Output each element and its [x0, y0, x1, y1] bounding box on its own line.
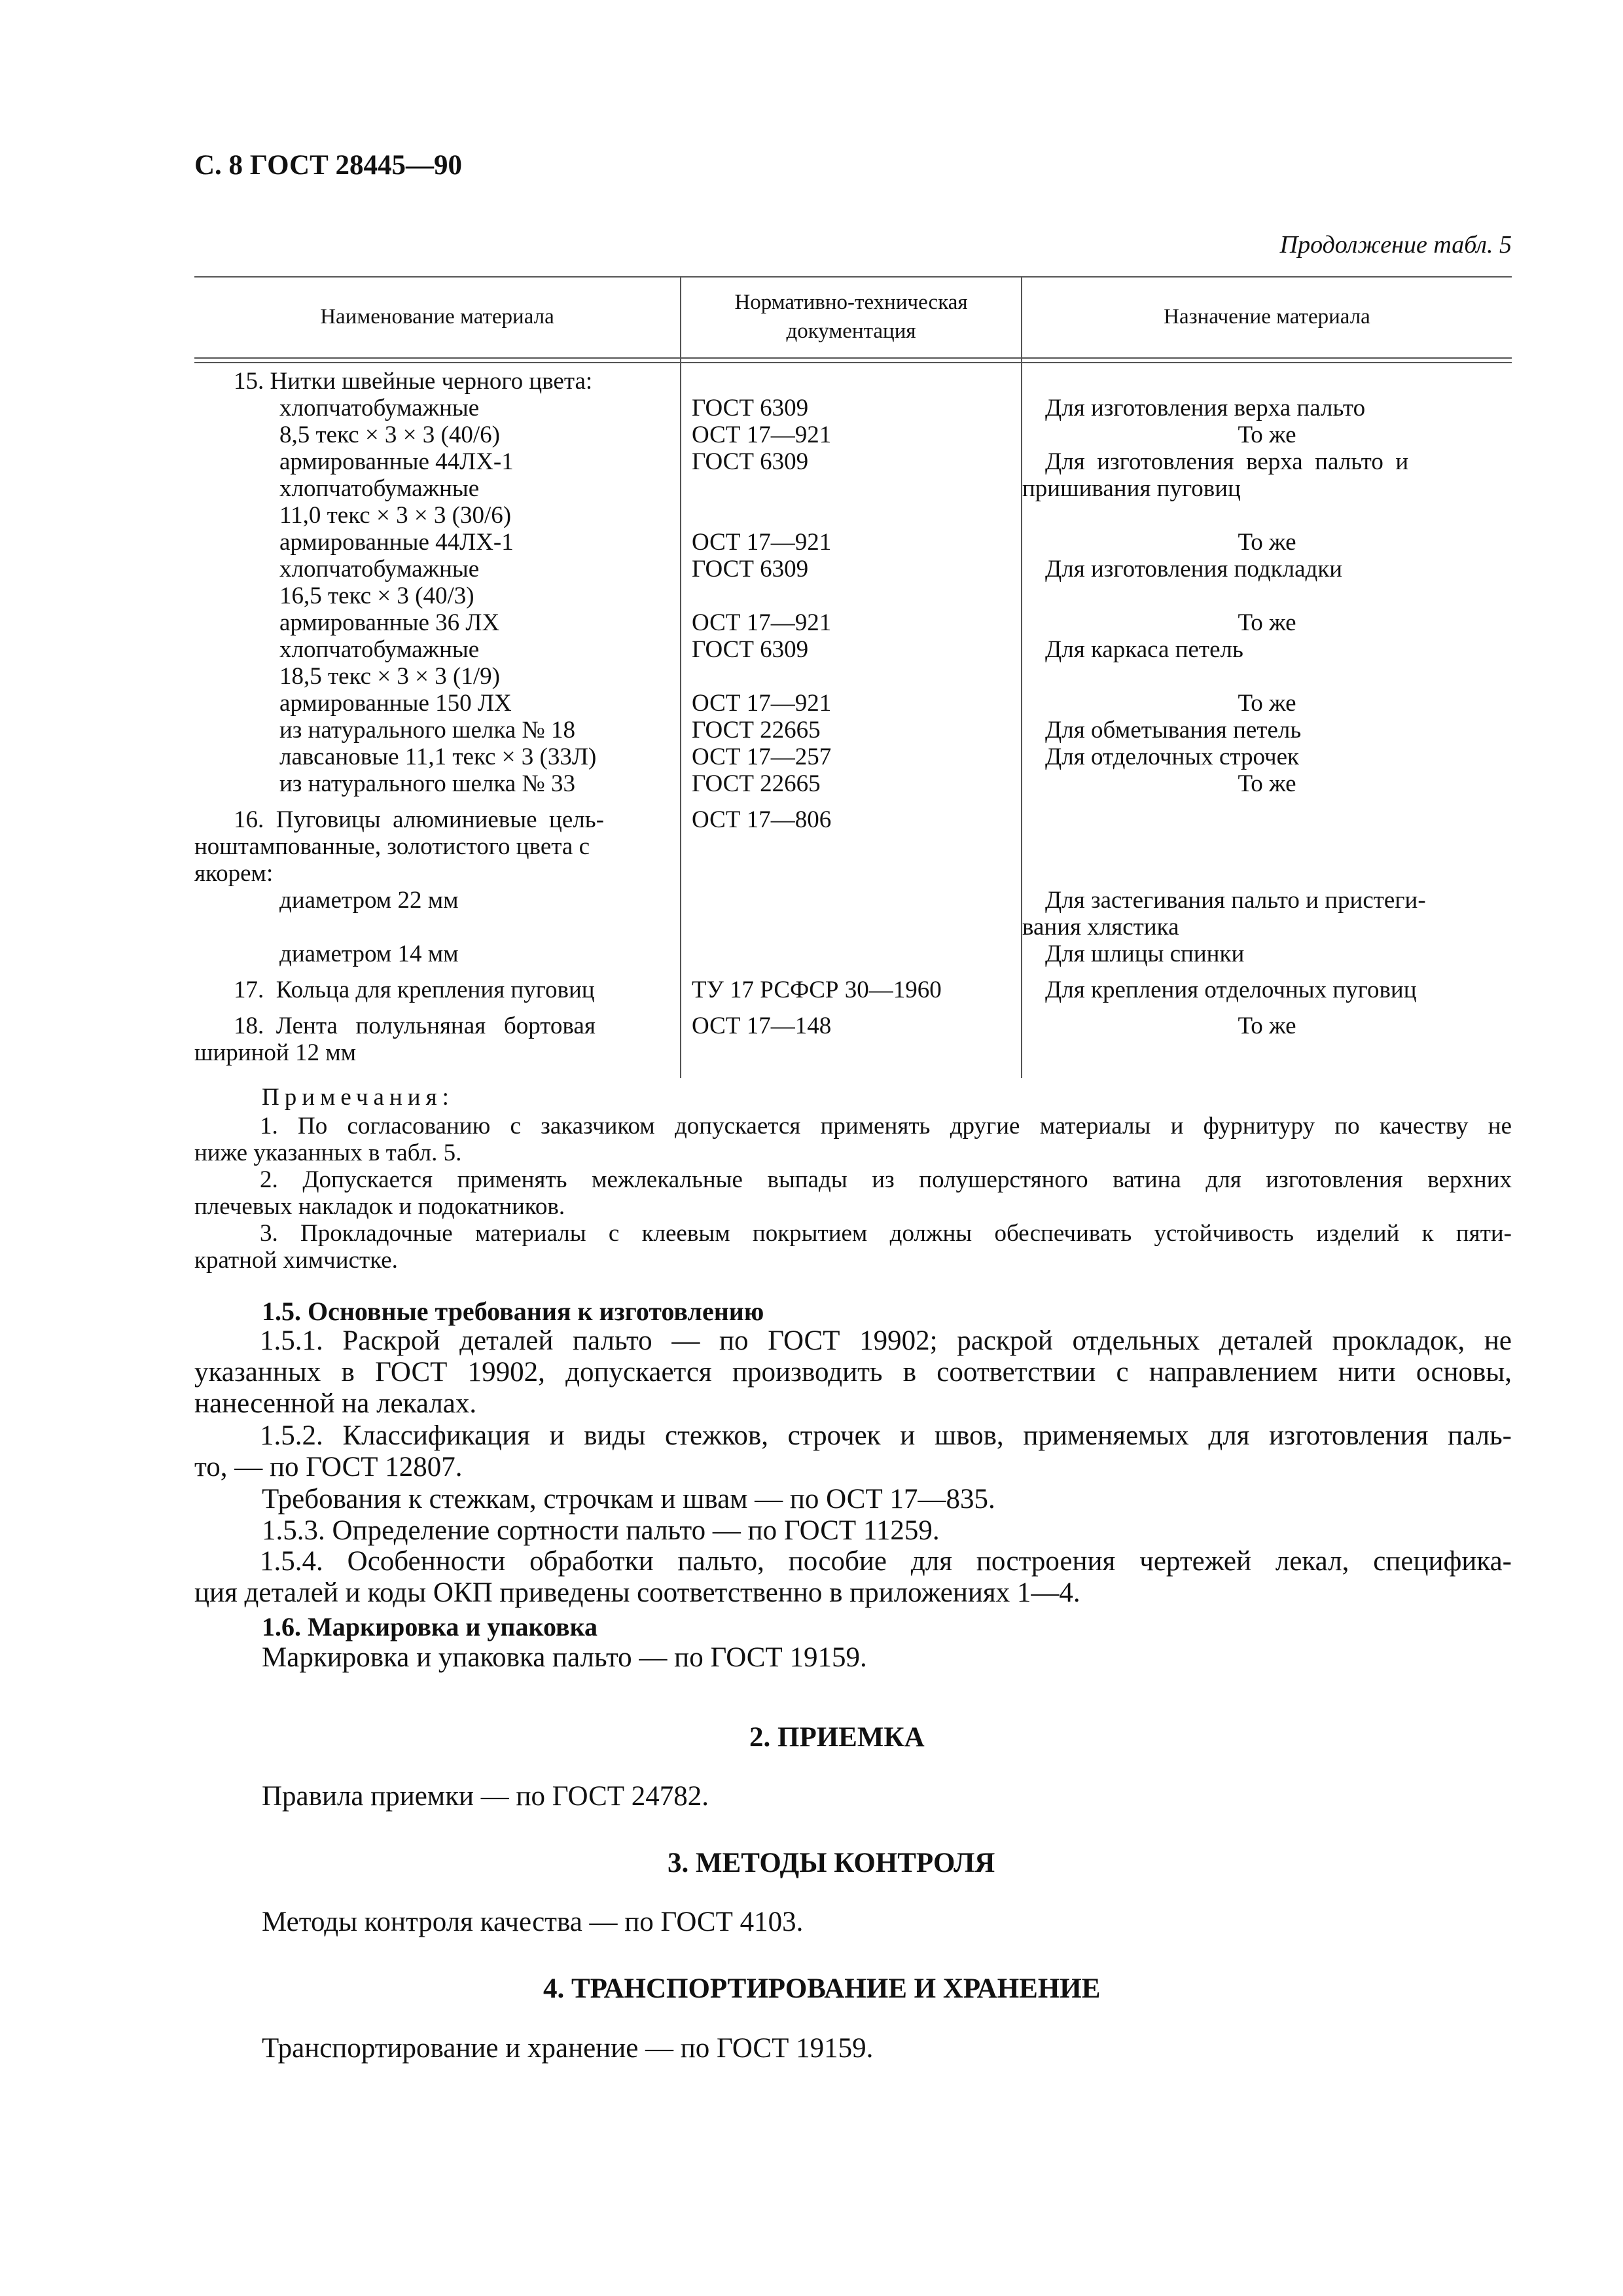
purpose-cell: Для обметывания петель [1045, 717, 1302, 744]
note-1 [194, 1113, 1512, 1166]
section-heading: 1.5. Основные требования к изготовлению [262, 1297, 764, 1326]
purpose-cell: То же [1238, 690, 1296, 717]
doc-cell: ОСТ 17—257 [692, 744, 832, 770]
material-item: армированные 44ЛХ-1 [279, 448, 514, 475]
text-line: то, — по ГОСТ 12807. [194, 1452, 463, 1482]
materials-table [194, 276, 1512, 1078]
material-item: 11,0 текс × 3 × 3 (30/6) [279, 502, 512, 529]
row-15-title: 15. Нитки швейные черного цвета: [234, 368, 593, 395]
doc-cell: ОСТ 17—921 [692, 422, 832, 448]
doc-cell: ОСТ 17—148 [692, 1013, 832, 1039]
material-item: лавсановые 11,1 текс × 3 (33Л) [279, 744, 597, 770]
text-line: 1.5.1. Раскрой деталей пальто — по ГОСТ 19902; раскрой отдельных деталей прокладок, не [260, 1325, 1512, 1356]
material-item: армированные 36 ЛХ [279, 609, 500, 636]
material-item: хлопчатобумажные [279, 636, 480, 663]
note-line: 3. Прокладочные материалы с клеевым покрытием должны обеспечивать устойчивость изделий к пяти- [260, 1220, 1512, 1247]
doc-cell: ГОСТ 6309 [692, 556, 809, 583]
purpose-cell: Для крепления отделочных пуговиц [1045, 977, 1417, 1003]
material-item: из натурального шелка № 33 [279, 770, 576, 797]
row-18-title-cont: шириной 12 мм [194, 1039, 357, 1066]
paragraph-1-5-1 [194, 1325, 1512, 1420]
purpose-cell: То же [1238, 609, 1296, 636]
column-divider [680, 276, 681, 1078]
row-17-title: 17. Кольца для крепления пуговиц [234, 977, 595, 1003]
doc-cell: ГОСТ 6309 [692, 448, 809, 475]
purpose-cell: То же [1238, 1013, 1296, 1039]
purpose-cell: Для шлицы спинки [1045, 941, 1245, 967]
doc-cell: ТУ 17 РСФСР 30—1960 [692, 977, 942, 1003]
purpose-cell: Для отделочных строчек [1045, 744, 1300, 770]
text-line: нанесенной на лекалах. [194, 1388, 477, 1419]
material-item: диаметром 14 мм [279, 941, 459, 967]
notes-title: Примечания: [262, 1084, 454, 1111]
table-continuation-label: Продолжение табл. 5 [1279, 231, 1512, 259]
row-16-title-cont: якорем: [194, 860, 274, 887]
paragraph-1-5-3: 1.5.3. Определение сортности пальто — по ГОСТ 11259. [262, 1515, 940, 1546]
purpose-cell: Для изготовления подкладки [1045, 556, 1343, 583]
section-heading: 1.6. Маркировка и упаковка [262, 1612, 598, 1641]
doc-cell: ГОСТ 6309 [692, 636, 809, 663]
chapter-title: 4. ТРАНСПОРТИРОВАНИЕ И ХРАНЕНИЕ [543, 1973, 1101, 2004]
paragraph-requirements: Требования к стежкам, строчкам и швам — по ОСТ 17—835. [262, 1484, 995, 1515]
material-item: хлопчатобумажные [279, 475, 480, 502]
material-item: армированные 44ЛХ-1 [279, 529, 514, 556]
column-header-purpose: Назначение материала [1164, 305, 1370, 329]
note-line: 2. Допускается применять межлекальные выпады из полушерстяного ватина для изготовления верхних [260, 1166, 1512, 1193]
header-rule [194, 362, 1512, 363]
purpose-cell: Для каркаса петель [1045, 636, 1243, 663]
material-item: армированные 150 ЛХ [279, 690, 512, 717]
note-3 [194, 1220, 1512, 1274]
material-item: 8,5 текс × 3 × 3 (40/6) [279, 422, 500, 448]
purpose-cell: вания хлястика [1022, 914, 1179, 941]
purpose-cell: То же [1238, 529, 1296, 556]
row-16-title-cont: ноштампованные, золотистого цвета с [194, 833, 590, 860]
material-item: хлопчатобумажные [279, 556, 480, 583]
note-line: 1. По согласованию с заказчиком допускается применять другие материалы и фурнитуру по качеству не [260, 1113, 1512, 1139]
doc-cell: ОСТ 17—921 [692, 690, 832, 717]
row-16-title: 16. Пуговицы алюминиевые цель- [234, 806, 604, 833]
note-2 [194, 1166, 1512, 1220]
header-rule [194, 357, 1512, 359]
paragraph-1-5-4 [194, 1546, 1512, 1609]
purpose-cell: То же [1238, 770, 1296, 797]
doc-cell: ОСТ 17—921 [692, 529, 832, 556]
purpose-cell: пришивания пуговиц [1022, 475, 1241, 502]
material-item: 16,5 текс × 3 (40/3) [279, 583, 474, 609]
text-line: ция деталей и коды ОКП приведены соответственно в приложениях 1—4. [194, 1577, 1080, 1608]
material-item: 18,5 текс × 3 × 3 (1/9) [279, 663, 500, 690]
doc-cell: ГОСТ 22665 [692, 717, 821, 744]
paragraph-1-5-2 [194, 1420, 1512, 1483]
purpose-cell: Для застегивания пальто и пристеги- [1045, 887, 1426, 914]
row-18-title: 18. Лента полульняная бортовая [234, 1013, 596, 1039]
chapter-title: 3. МЕТОДЫ КОНТРОЛЯ [668, 1848, 995, 1878]
purpose-cell: То же [1238, 422, 1296, 448]
paragraph-acceptance: Правила приемки — по ГОСТ 24782. [262, 1781, 709, 1812]
material-item: хлопчатобумажные [279, 395, 480, 422]
chapter-title: 2. ПРИЕМКА [749, 1722, 925, 1753]
doc-cell: ОСТ 17—806 [692, 806, 832, 833]
purpose-cell: Для изготовления верха пальто и [1045, 448, 1409, 475]
doc-cell: ГОСТ 6309 [692, 395, 809, 422]
text-line: 1.5.2. Классификация и виды стежков, строчек и швов, применяемых для изготовления паль- [260, 1420, 1512, 1451]
column-header-material: Наименование материала [320, 305, 554, 329]
doc-cell: ГОСТ 22665 [692, 770, 821, 797]
material-item: из натурального шелка № 18 [279, 717, 576, 744]
note-line: кратной химчистке. [194, 1247, 398, 1274]
paragraph-marking: Маркировка и упаковка пальто — по ГОСТ 19159. [262, 1642, 867, 1673]
column-divider [1021, 276, 1022, 1078]
paragraph-control: Методы контроля качества — по ГОСТ 4103. [262, 1907, 804, 1937]
text-line: 1.5.4. Особенности обработки пальто, пособие для построения чертежей лекал, специфика- [260, 1546, 1512, 1577]
note-line: плечевых накладок и подокатников. [194, 1193, 565, 1220]
page-header: С. 8 ГОСТ 28445—90 [194, 150, 463, 181]
note-line: ниже указанных в табл. 5. [194, 1139, 462, 1166]
material-item: диаметром 22 мм [279, 887, 459, 914]
purpose-cell: Для изготовления верха пальто [1045, 395, 1366, 422]
text-line: указанных в ГОСТ 19902, допускается производить в соответствии с направлением нити основы, [194, 1357, 1512, 1388]
paragraph-transport: Транспортирование и хранение — по ГОСТ 19159. [262, 2033, 874, 2064]
column-header-documentation: Нормативно-техническая документация [734, 291, 968, 343]
doc-cell: ОСТ 17—921 [692, 609, 832, 636]
